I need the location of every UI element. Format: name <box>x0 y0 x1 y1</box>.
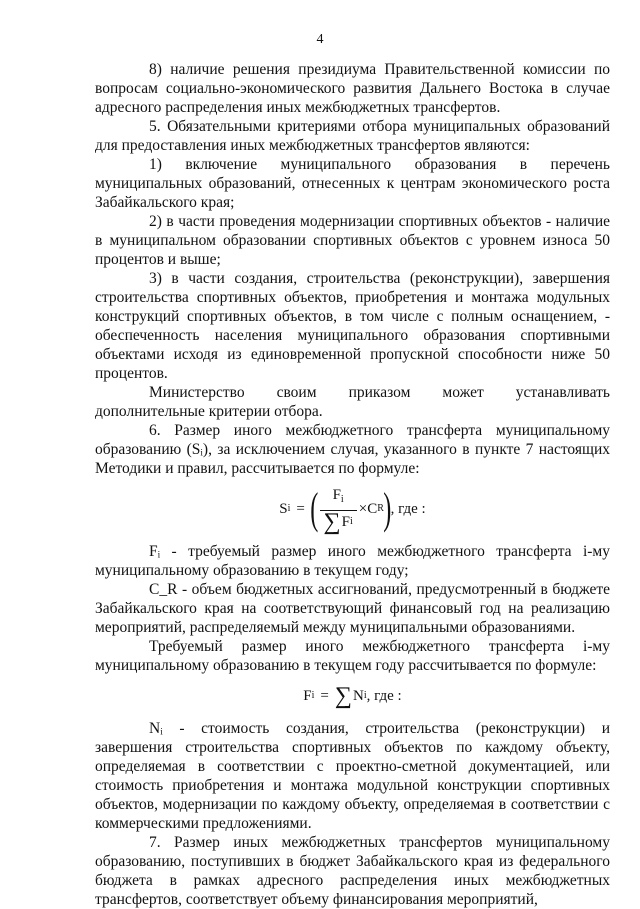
formula1-close-paren: ) <box>383 484 392 533</box>
definition-ni: Nᵢ - стоимость создания, строительства (реконструкции) и завершения строительства спортивных объектов по каждому объекту, определяемая в соответствии с проектно-сметной документацией, или стоимость приобретения и монтажа модульной конструкции спортивных объектов, модернизации по каждому объекту, определяемая в соответствии с коммерческими предложениями. <box>95 720 610 832</box>
paragraph-ministry: Министерство своим приказом может устанавливать дополнительные критерии отбора. <box>95 384 610 420</box>
document-body <box>95 60 610 909</box>
formula1-numerator: F <box>332 487 341 503</box>
formula1-times: × <box>358 501 368 517</box>
formula1-lhs: S <box>279 501 288 517</box>
formula2-lhs-sub: i <box>311 690 315 701</box>
formula1-numerator-sub: i <box>340 494 344 505</box>
formula1-lhs-sub: i <box>287 503 291 514</box>
paragraph-section-7: 7. Размер иных межбюджетных трансфертов муниципальному образованию, поступивших в бюджет Забайкальского края из федерального бюджета в рамках адресного распределения иных межбюджетных трансфертов, соответствует объему финансирования мероприятий, <box>95 834 610 908</box>
formula1-denominator: F <box>341 514 350 530</box>
formula2-rhs-sub: i <box>363 690 367 701</box>
page-number: 4 <box>316 32 324 47</box>
formula1-tail: , где : <box>390 501 426 517</box>
definition-fi: Fᵢ - требуемый размер иного межбюджетного трансферта i-му муниципальному образованию в текущем году; <box>95 543 610 579</box>
sigma-icon: ∑ <box>323 509 341 535</box>
formula-required-size <box>95 679 610 713</box>
formula1-eq: = <box>296 501 305 517</box>
paragraph-section-6: 6. Размер иного межбюджетного трансферта муниципальному образованию (Sᵢ), за исключением случая, указанного в пункте 7 настоящих Методики и правил, рассчитывается по формуле: <box>95 422 610 477</box>
paragraph-section-5: 5. Обязательными критериями отбора муниципальных образований для предоставления иных межбюджетных трансфертов являются: <box>95 118 610 154</box>
formula2-lhs: F <box>303 688 312 704</box>
sigma-icon: ∑ <box>334 683 352 709</box>
formula1-multiplier: C <box>367 501 378 517</box>
paragraph-item-8: 8) наличие решения президиума Правительственной комиссии по вопросам социально-экономического развития Дальнего Востока в случае адресного распределения иных межбюджетных трансфертов. <box>95 61 610 116</box>
formula1-multiplier-sub: R <box>377 503 384 514</box>
criterion-3: 3) в части создания, строительства (реконструкции), завершения строительства спортивных объектов, приобретения и монтажа модульных конструкций спортивных объектов, в том числе с полным оснащением, - обеспеченность населения муниципального образования спортивными объектами исходя из единовременной пропускной способности ниже 50 процентов. <box>95 270 610 382</box>
criterion-1: 1) включение муниципального образования в перечень муниципальных образований, отнесенных к центрам экономического роста Забайкальского края; <box>95 156 610 211</box>
formula1-fraction <box>320 486 357 535</box>
formula2-tail: , где : <box>366 688 402 704</box>
formula-transfer-size <box>95 480 610 538</box>
formula2-eq: = <box>320 688 329 704</box>
definition-cr: C_R - объем бюджетных ассигнований, предусмотренный в бюджете Забайкальского края на соответствующий финансовый год на реализацию мероприятий, распределяемый между муниципальными образованиями. <box>95 581 610 636</box>
criterion-2: 2) в части проведения модернизации спортивных объектов - наличие в муниципальном образовании спортивных объектов с уровнем износа 50 процентов и выше; <box>95 213 610 268</box>
formula1-open-paren: ( <box>310 484 319 533</box>
paragraph-required-size: Требуемый размер иного межбюджетного трансферта i-му муниципальному образованию в текущем году рассчитывается по формуле: <box>95 638 610 674</box>
formula2-rhs: N <box>352 688 364 704</box>
formula1-denominator-sub: i <box>349 516 353 527</box>
